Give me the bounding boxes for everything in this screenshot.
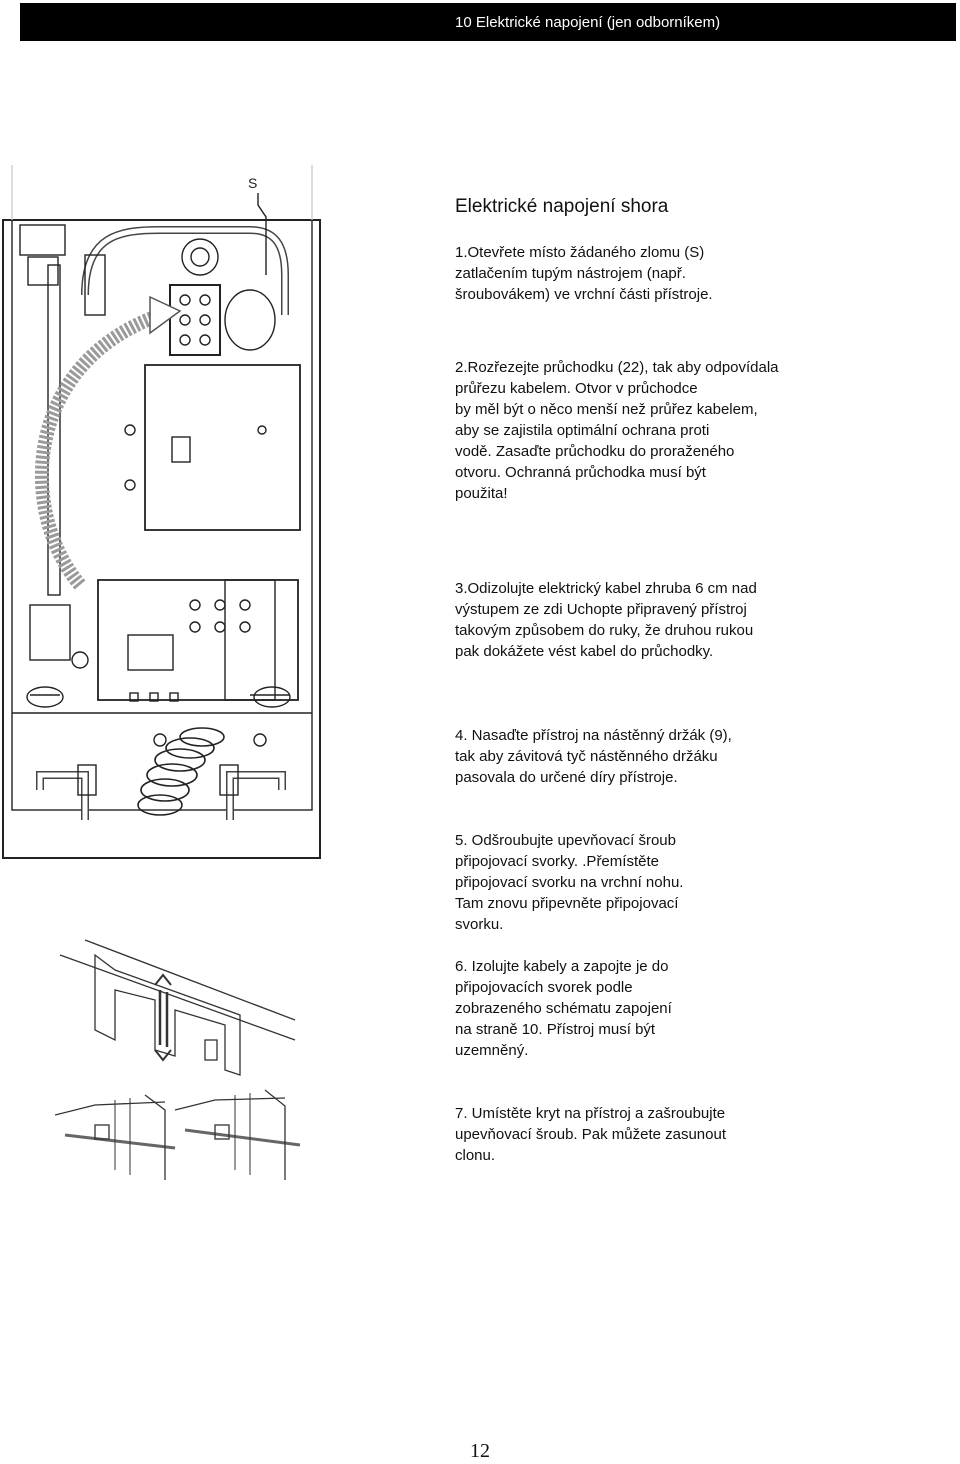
step-line: připojovacích svorek podle [455,979,633,996]
step-line: Tam znovu připevněte připojovací [455,895,679,912]
step-line: by měl být o něco menší než průřez kabelem, [455,401,758,418]
step-line: šroubovákem) ve vrchní části přístroje. [455,286,713,303]
step-line: 4. Nasaďte přístroj na nástěnný držák (9), [455,727,732,744]
step-line: takovým způsobem do ruky, že druhou rukou [455,622,754,639]
section-title: Elektrické napojení shora [455,196,669,217]
step-line: otvoru. Ochranná průchodka musí být [455,464,706,481]
step-5 [455,830,835,935]
section-header [20,3,956,41]
step-line: 7. Umístěte kryt na přístroj a zašroubujte [455,1105,726,1122]
section-header-title: 10 Elektrické napojení (jen odborníkem) [455,14,721,31]
page-number: 12 [470,1440,490,1462]
step-line: 3.Odizolujte elektrický kabel zhruba 6 cm nad [455,580,757,597]
step-7 [455,1103,835,1166]
step-2 [455,357,835,504]
step-line: 5. Odšroubujte upevňovací šroub [455,832,676,849]
wall-bracket-diagram [55,930,320,1180]
step-line: upevňovací šroub. Pak můžete zasunout [455,1126,726,1143]
step-6 [455,956,835,1061]
step-line: výstupem ze zdi Uchopte připravený přístroj [455,601,747,618]
step-line: uzemněný. [455,1042,529,1059]
step-line: 2.Rozřezejte průchodku (22), tak aby odpovídala [455,359,779,376]
step-line: 1.Otevřete místo žádaného zlomu (S) [455,244,705,261]
step-line: vodě. Zasaďte průchodku do proraženého [455,443,735,460]
instructions-column [455,196,835,1166]
step-line: průřezu kabelem. Otvor v průchodce [455,380,698,397]
heater-diagram [0,165,330,865]
step-line: připojovací svorky. .Přemístěte [455,853,659,870]
step-1 [455,242,835,305]
figure-label-s: S [248,175,258,191]
step-line: 6. Izolujte kabely a zapojte je do [455,958,669,975]
step-line: aby se zajistila optimální ochrana proti [455,422,710,439]
step-line: zatlačením tupým nástrojem (např. [455,265,686,282]
step-line: připojovací svorku na vrchní nohu. [455,874,684,891]
step-line: na straně 10. Přístroj musí být [455,1021,656,1038]
step-line: zobrazeného schématu zapojení [455,1000,672,1017]
step-3 [455,578,835,662]
step-line: použita! [455,485,508,502]
step-line: pasovala do určené díry přístroje. [455,769,678,786]
step-4 [455,725,835,788]
step-line: tak aby závitová tyč nástěnného držáku [455,748,718,765]
step-line: svorku. [455,916,504,933]
step-line: pak dokážete vést kabel do průchodky. [455,643,714,660]
step-line: clonu. [455,1147,496,1164]
